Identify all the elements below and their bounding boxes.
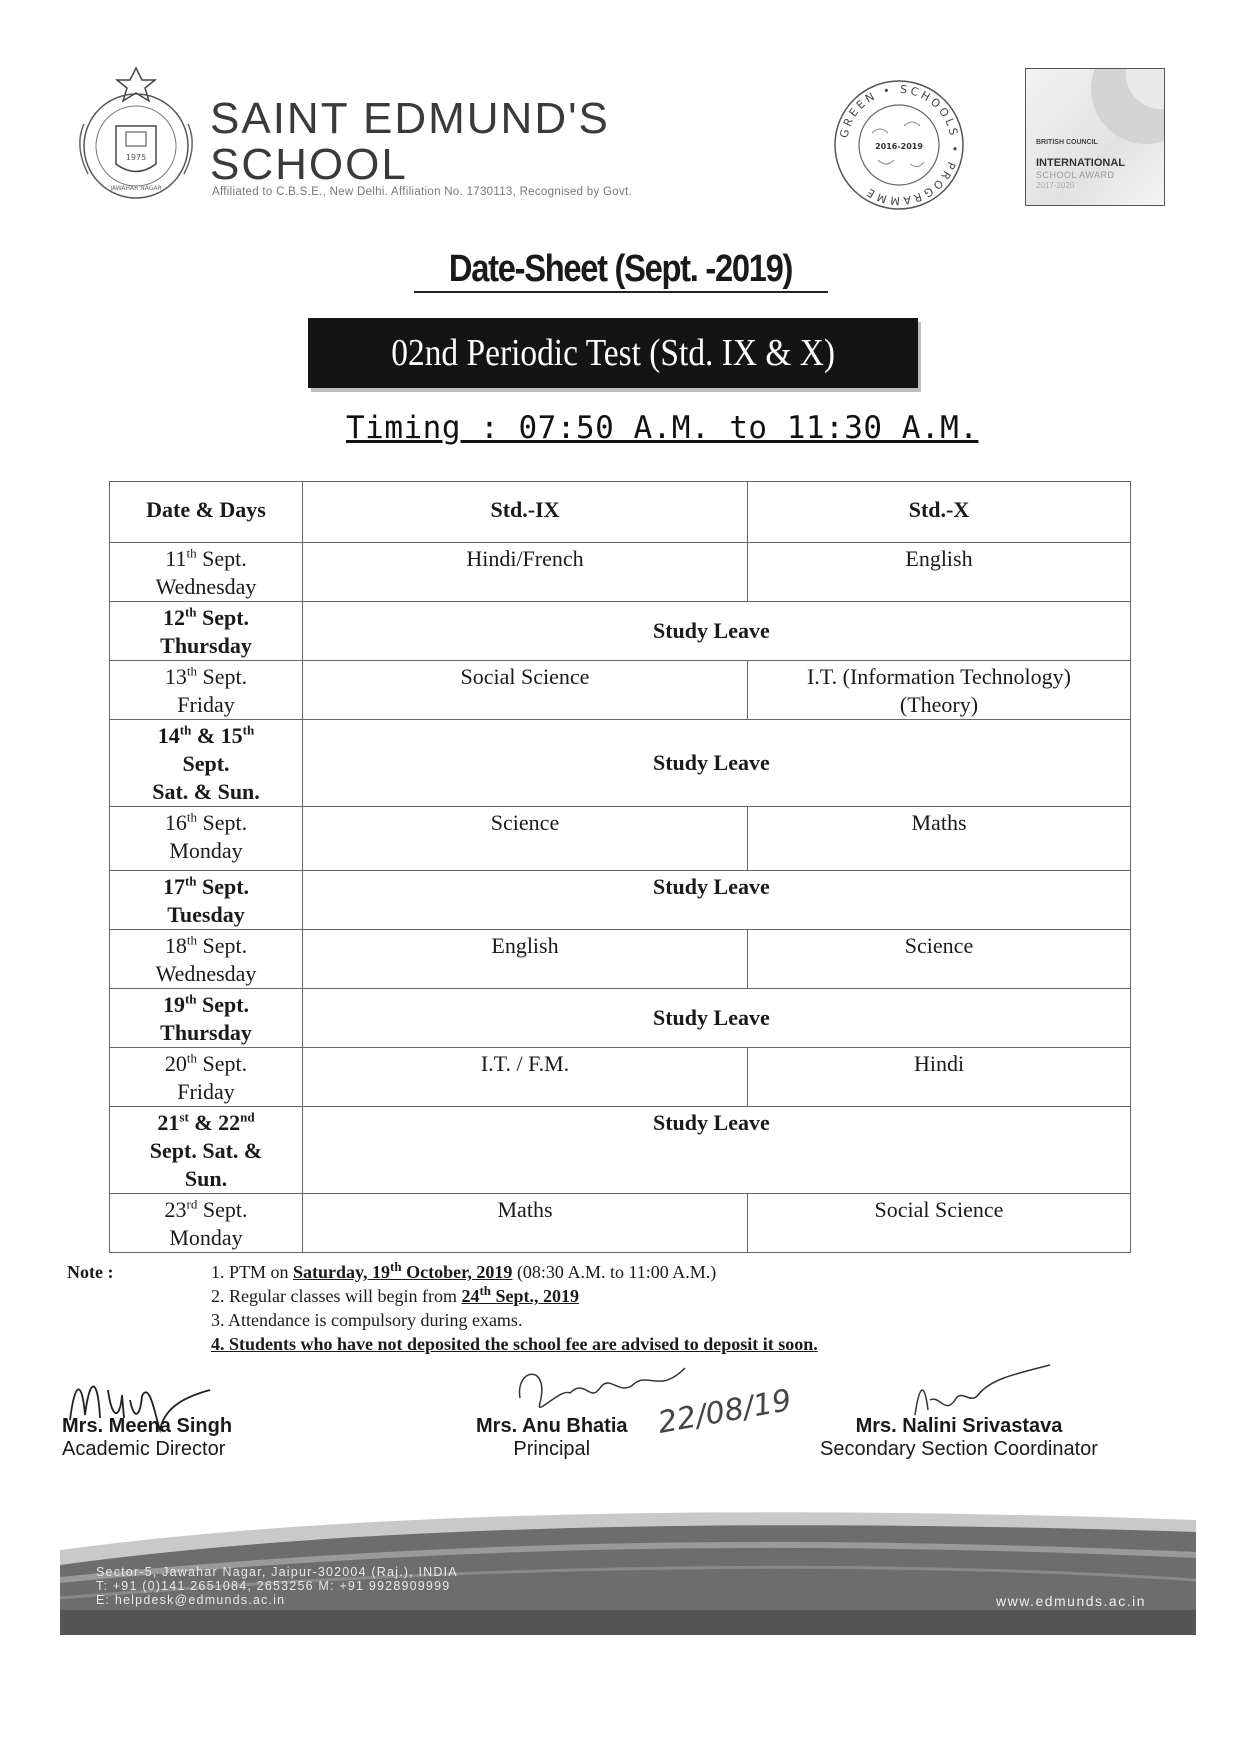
signatory-name: Mrs. Nalini Srivastava <box>855 1415 1063 1437</box>
crest-motto: JAWAHAR NAGAR <box>110 185 162 192</box>
award-line1: INTERNATIONAL <box>1036 157 1126 169</box>
table-row <box>110 807 1131 871</box>
table-row <box>110 989 1131 1048</box>
std-ix-subject: Maths <box>303 1194 748 1253</box>
std-x-subject: Science <box>748 930 1131 989</box>
date-cell: 11th Sept. Wednesday <box>110 543 303 602</box>
table-row <box>110 1194 1131 1253</box>
header-std-x: Std.-X <box>748 482 1131 543</box>
date-cell: 17th Sept. Tuesday <box>110 871 303 930</box>
handwritten-date: 22/08/19 <box>655 1383 795 1441</box>
exam-banner-text: 02nd Periodic Test (Std. IX & X) <box>391 332 835 374</box>
table-row <box>110 543 1131 602</box>
std-x-subject: Maths <box>748 807 1131 871</box>
date-cell: 12th Sept. Thursday <box>110 602 303 661</box>
footer-address: Sector-5, Jawahar Nagar, Jaipur-302004 (Raj.), INDIA <box>96 1565 458 1579</box>
award-line3: 2017-2020 <box>1036 181 1075 190</box>
header-date-days: Date & Days <box>110 482 303 543</box>
award-line2: SCHOOL AWARD <box>1036 170 1115 180</box>
exam-banner <box>308 318 918 388</box>
table-row <box>110 871 1131 930</box>
seal-years: 2016-2019 <box>875 142 923 151</box>
school-crest-logo <box>66 64 206 204</box>
crest-year: 1975 <box>125 153 147 162</box>
date-cell: 20th Sept. Friday <box>110 1048 303 1107</box>
signatory-title: Secondary Section Coordinator <box>820 1438 1098 1460</box>
table-row <box>110 1048 1131 1107</box>
signatory-name: Mrs. Anu Bhatia <box>476 1415 628 1437</box>
std-x-subject: I.T. (Information Technology) (Theory) <box>748 661 1131 720</box>
date-cell: 13th Sept. Friday <box>110 661 303 720</box>
table-row <box>110 720 1131 807</box>
note-item: 1. PTM on Saturday, 19th October, 2019 (08:30 A.M. to 11:00 A.M.) <box>211 1259 717 1282</box>
note-label: Note : <box>67 1262 114 1282</box>
std-x-subject: English <box>748 543 1131 602</box>
affiliation-text: Affiliated to C.B.S.E., New Delhi. Affiliation No. 1730113, Recognised by Govt. <box>212 186 633 198</box>
date-cell: 16th Sept. Monday <box>110 807 303 871</box>
study-leave-cell: Study Leave <box>303 1107 1131 1194</box>
table-row <box>110 661 1131 720</box>
std-ix-subject: I.T. / F.M. <box>303 1048 748 1107</box>
study-leave-cell: Study Leave <box>303 989 1131 1048</box>
date-cell: 21st & 22nd Sept. Sat. & Sun. <box>110 1107 303 1194</box>
date-cell: 18th Sept. Wednesday <box>110 930 303 989</box>
footer-contact <box>96 1565 458 1607</box>
study-leave-cell: Study Leave <box>303 602 1131 661</box>
date-cell: 23rd Sept. Monday <box>110 1194 303 1253</box>
title-block <box>414 248 828 293</box>
date-sheet-table <box>109 481 1131 1253</box>
footer-email: E: helpdesk@edmunds.ac.in <box>96 1593 286 1607</box>
date-cell: 14th & 15th Sept. Sat. & Sun. <box>110 720 303 807</box>
note-item: 2. Regular classes will begin from 24th Sept., 2019 <box>211 1283 580 1306</box>
signature-block <box>476 1415 628 1461</box>
date-cell: 19th Sept. Thursday <box>110 989 303 1048</box>
std-ix-subject: Social Science <box>303 661 748 720</box>
note-item: 4. Students who have not deposited the school fee are advised to deposit it soon. <box>211 1334 818 1354</box>
signature-block <box>62 1415 232 1461</box>
notes-list <box>211 1260 818 1356</box>
note-item: 3. Attendance is compulsory during exams. <box>211 1310 523 1330</box>
study-leave-cell: Study Leave <box>303 720 1131 807</box>
std-x-subject: Hindi <box>748 1048 1131 1107</box>
green-schools-seal <box>832 78 967 213</box>
footer-website: www.edmunds.ac.in <box>996 1593 1147 1609</box>
school-name-line2: SCHOOL <box>210 140 408 189</box>
std-ix-subject: Hindi/French <box>303 543 748 602</box>
std-ix-subject: English <box>303 930 748 989</box>
page-title: Date-Sheet (Sept. -2019) <box>449 248 793 290</box>
school-name <box>210 96 610 188</box>
school-name-line1: SAINT EDMUND'S <box>210 94 610 143</box>
header-std-ix: Std.-IX <box>303 482 748 543</box>
footer-phone: T: +91 (0)141 2651084, 2653256 M: +91 9928909999 <box>96 1579 451 1593</box>
signatory-name: Mrs. Meena Singh <box>62 1415 233 1437</box>
signature-block <box>820 1415 1098 1461</box>
international-school-award-badge <box>1025 68 1165 206</box>
exam-timing: Timing : 07:50 A.M. to 11:30 A.M. <box>346 410 979 446</box>
std-x-subject: Social Science <box>748 1194 1131 1253</box>
study-leave-cell: Study Leave <box>303 871 1131 930</box>
signatory-title: Academic Director <box>62 1438 226 1460</box>
table-row <box>110 930 1131 989</box>
award-council: BRITISH COUNCIL <box>1036 139 1098 146</box>
seal-ring-text: GREEN • SCHOOLS • PROGRAMME <box>837 82 962 208</box>
table-header-row <box>110 482 1131 543</box>
std-ix-subject: Science <box>303 807 748 871</box>
signatory-title: Principal <box>513 1438 591 1460</box>
table-row <box>110 1107 1131 1194</box>
table-row <box>110 602 1131 661</box>
